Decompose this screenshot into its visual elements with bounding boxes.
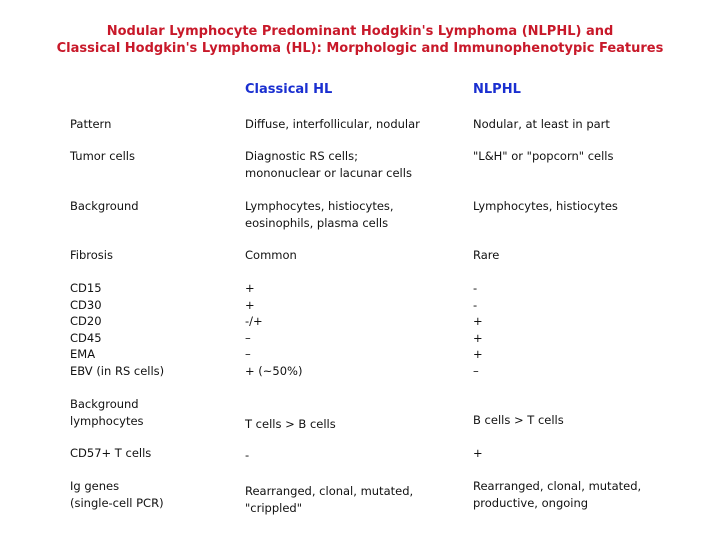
classical-cd15: +: [245, 281, 255, 295]
nlphl-background: Lymphocytes, histiocytes: [473, 199, 618, 213]
classical-cd30: +: [245, 297, 255, 312]
feature-tumor-cells: Tumor cells: [70, 149, 135, 163]
feature-cd57-t-cells: CD57+ T cells: [70, 446, 152, 460]
feature-background-lymphocytes-line-2: lymphocytes: [70, 413, 144, 428]
classical-fibrosis: Common: [245, 248, 297, 262]
classical-tumor-cells: [245, 148, 412, 181]
feature-cd45: CD45: [70, 330, 102, 345]
classical-markers: [245, 280, 302, 379]
classical-background-lymphocytes: T cells > B cells: [245, 417, 336, 431]
feature-pattern: Pattern: [70, 117, 112, 131]
feature-cd30: CD30: [70, 297, 102, 312]
nlphl-tumor-cells: "L&H" or "popcorn" cells: [473, 149, 614, 163]
feature-cd15: CD15: [70, 281, 102, 295]
nlphl-ig-genes: [473, 478, 641, 511]
classical-ig-genes-line-1: Rearranged, clonal, mutated,: [245, 484, 414, 498]
classical-cd57-t-cells: -: [245, 448, 250, 462]
classical-background: [245, 198, 394, 231]
nlphl-cd30: -: [473, 297, 478, 312]
nlphl-cd15: -: [473, 281, 478, 295]
nlphl-cd57-t-cells: +: [473, 446, 483, 460]
feature-background-lymphocytes-line-1: Background: [70, 397, 139, 411]
classical-cd45: –: [245, 330, 251, 345]
feature-background: Background: [70, 199, 139, 213]
feature-ig-genes-line-2: (single-cell PCR): [70, 495, 164, 510]
marker-features: [70, 280, 164, 379]
feature-ig-genes-line-1: Ig genes: [70, 479, 120, 493]
classical-tumor-cells-line-1: Diagnostic RS cells;: [245, 149, 358, 163]
header-nlphl: NLPHL: [473, 82, 521, 97]
classical-ig-genes-line-2: "crippled": [245, 500, 302, 515]
feature-cd20: CD20: [70, 314, 102, 328]
classical-background-line-2: eosinophils, plasma cells: [245, 215, 389, 230]
classical-ebv: + (~50%): [245, 363, 303, 378]
nlphl-background-lymphocytes: B cells > T cells: [473, 413, 564, 427]
title-line-2: Classical Hodgkin's Lymphoma (HL): Morphologic and Immunophenotypic Features: [56, 41, 664, 56]
classical-ig-genes: [245, 483, 413, 516]
feature-ig-genes: [70, 478, 164, 511]
feature-background-lymphocytes: [70, 396, 144, 429]
nlphl-markers: [473, 280, 483, 379]
classical-ema: –: [245, 347, 251, 361]
header-classical-hl: Classical HL: [245, 82, 333, 97]
nlphl-fibrosis: Rare: [473, 248, 500, 262]
classical-background-line-1: Lymphocytes, histiocytes,: [245, 199, 394, 213]
nlphl-cd45: +: [473, 330, 483, 345]
nlphl-ema: +: [473, 347, 483, 361]
classical-pattern: Diffuse, interfollicular, nodular: [245, 117, 420, 131]
feature-ema: EMA: [70, 347, 96, 361]
nlphl-pattern: Nodular, at least in part: [473, 117, 610, 131]
feature-ebv: EBV (in RS cells): [70, 363, 165, 378]
nlphl-cd20: +: [473, 314, 483, 328]
classical-tumor-cells-line-2: mononuclear or lacunar cells: [245, 165, 412, 180]
feature-fibrosis: Fibrosis: [70, 248, 113, 262]
nlphl-ig-genes-line-1: Rearranged, clonal, mutated,: [473, 479, 642, 493]
classical-cd20: -/+: [245, 314, 263, 328]
nlphl-ig-genes-line-2: productive, ongoing: [473, 495, 589, 510]
title-line-1: Nodular Lymphocyte Predominant Hodgkin's Lymphoma (NLPHL) and: [106, 24, 614, 39]
nlphl-ebv: –: [473, 363, 479, 378]
